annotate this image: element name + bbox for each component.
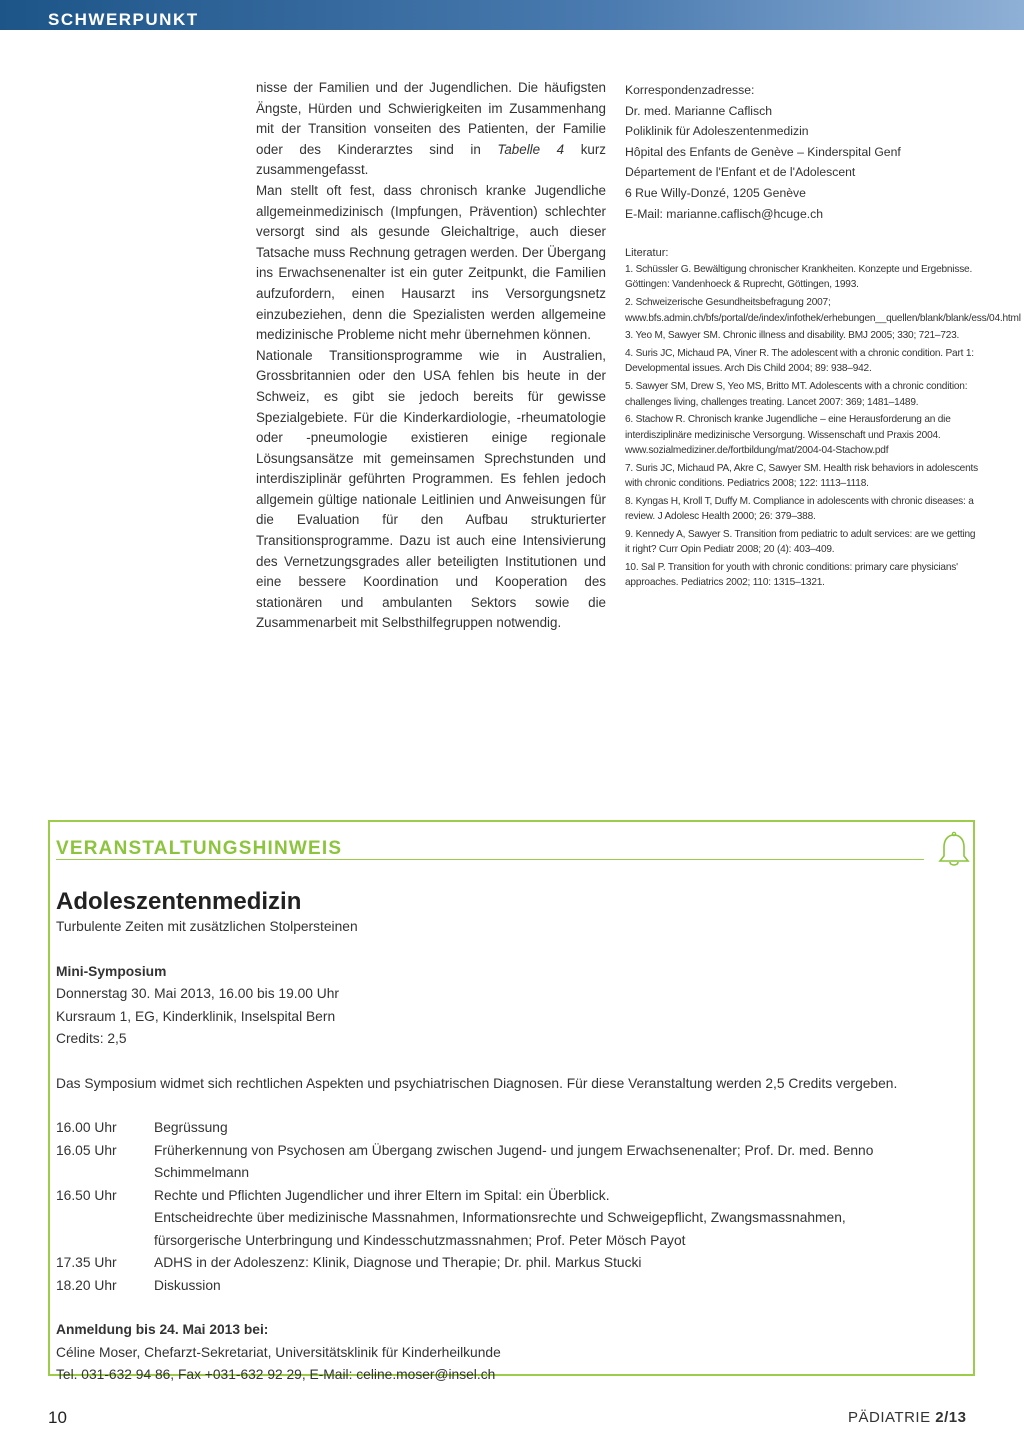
literature-item: 7. Suris JC, Michaud PA, Akre C, Sawyer SM. Health risk behaviors in adolescents with chronic conditions. Pediatrics 2008; 122: 1113–1118.	[625, 462, 978, 490]
event-heading-rule	[56, 859, 924, 860]
schedule-row	[56, 1230, 966, 1253]
literature-item: 6. Stachow R. Chronisch kranke Jugendliche – eine Herausforderung an die interdisziplinäre medizinische Versorgung. Wissenschaft und Praxis 2004. www.sozialmediziner.de/fortbildung/mat/2004-04-Stachow.pdf	[625, 414, 951, 456]
page-number: 10	[48, 1408, 67, 1427]
schedule-row	[56, 1117, 966, 1140]
event-heading: VERANSTALTUNGSHINWEIS	[56, 838, 343, 859]
schedule-row	[56, 1275, 966, 1298]
correspondence-line: Dr. med. Marianne Caflisch	[625, 103, 772, 118]
paragraph-3: Nationale Transitionsprogramme wie in Australien, Grossbritannien oder den USA fehlen bis heute in der Schweiz, es gibt sie jedoch bereits für gewisse Spezialgebiete. Für die Kinderkardiologie, -rheumatologie oder -pneumologie existieren einige regionale Lösungsansätze mit gemeinsamen Sprechstunden und interdisziplinär geführten Programmen. Es fehlen jedoch allgemein gültige nationale Leitlinien und Anweisungen für die Evaluation für den Aufbau strukturierter Transitionsprogramme. Dazu ist auch eine Intensivierung des Vernetzungsgrades aller beteiligten Institutionen und eine bessere Koordination und Kooperation des stationären und ambulanten Sektors sowie die Zusammenarbeit mit Selbsthilfegruppen notwendig.	[256, 347, 606, 631]
schedule-row	[56, 1207, 966, 1230]
event-notice-box	[48, 820, 975, 1382]
correspondence-block	[625, 80, 980, 224]
bell-icon	[934, 830, 974, 870]
literature-item: 4. Suris JC, Michaud PA, Viner R. The adolescent with a chronic condition. Part 1: Developmental issues. Arch Dis Child 2004; 89: 938–942.	[625, 348, 974, 375]
schedule-item: Früherkennung von Psychosen am Übergang zwischen Jugend- und jungem Erwachsenenalter; Prof. Dr. med. Benno Schimmelmann	[154, 1142, 874, 1180]
paragraph-1-text: nisse der Familien und der Jugendlichen. Die häufigsten Ängste, Hürden und Schwierigkeiten im Zusammenhang mit der Transition vonseiten des Patienten, der Familie oder des Kinderarztes sind in	[256, 80, 606, 157]
literature-item: 3. Yeo M, Sawyer SM. Chronic illness and disability. BMJ 2005; 330; 721–723.	[625, 330, 960, 342]
schedule-item: Diskussion	[154, 1277, 221, 1293]
literature-item: 10. Sal P. Transition for youth with chronic conditions: primary care physicians' approaches. Pediatrics 2002; 110: 1315–1321.	[625, 562, 958, 589]
correspondence-title: Korrespondenzadresse:	[625, 83, 755, 97]
event-title: Adoleszentenmedizin	[56, 888, 302, 915]
event-description: Das Symposium widmet sich rechtlichen Aspekten und psychiatrischen Diagnosen. Für diese Veranstaltung werden 2,5 Credits vergeben.	[56, 1075, 898, 1091]
magazine-issue: 2/13	[935, 1409, 967, 1426]
literature-list	[625, 262, 1021, 590]
literature-item: 2. Schweizerische Gesundheitsbefragung 2007; www.bfs.admin.ch/bfs/portal/de/index/infothek/erhebungen__quellen/blank/blank/ess/04.html	[625, 297, 1021, 324]
section-label: SCHWERPUNKT	[48, 10, 199, 29]
sidebar-column	[625, 80, 1021, 593]
paragraph-1: nisse der Familien und der Jugendlichen. Die häufigsten Ängste, Hürden und Schwierigkeiten im Zusammenhang mit der Transition vonseiten des Patienten, der Familie oder des Kinderarztes sind in Tabelle 4 kurz zusammengefasst.	[256, 80, 606, 178]
schedule-time: 16.05 Uhr	[56, 1142, 117, 1158]
schedule-time: 17.35 Uhr	[56, 1255, 117, 1270]
magazine-title: PÄDIATRIE	[848, 1409, 931, 1426]
magazine-name	[848, 1409, 966, 1426]
schedule-row	[56, 1140, 966, 1185]
schedule-time	[56, 1230, 154, 1253]
correspondence-line: Hôpital des Enfants de Genève – Kinderspital Genf	[625, 144, 901, 159]
correspondence-line: 6 Rue Willy-Donzé, 1205 Genève	[625, 185, 806, 200]
schedule-time: 16.50 Uhr	[56, 1187, 117, 1203]
registration-phone-email: Tel. 031-632 94 86, Fax +031-632 92 29, E-Mail: celine.moser@insel.ch	[56, 1367, 496, 1382]
body-text-column	[256, 78, 606, 634]
literature-item: 9. Kennedy A, Sawyer S. Transition from pediatric to adult services: are we getting it right? Curr Opin Pediatr 2008; 20 (4): 403–409.	[625, 528, 976, 556]
event-content	[56, 888, 966, 1387]
literature-item: 8. Kyngas H, Kroll T, Duffy M. Compliance in adolescents with chronic diseases: a review. J Adolesc Health 2000; 26: 379–388.	[625, 495, 974, 523]
event-credits: Credits: 2,5	[56, 1031, 127, 1046]
registration-contact: Céline Moser, Chefarzt-Sekretariat, Universitätsklinik für Kinderheilkunde	[56, 1344, 501, 1360]
correspondence-line: Poliklinik für Adoleszentenmedizin	[625, 124, 809, 139]
schedule-item: Entscheidrechte über medizinische Massnahmen, Informationsrechte und Schweigepflicht, Zwangsmassnahmen,	[154, 1210, 846, 1225]
event-location: Kursraum 1, EG, Kinderklinik, Inselspital Bern	[56, 1008, 336, 1024]
schedule-time: 18.20 Uhr	[56, 1277, 117, 1293]
schedule-item: ADHS in der Adoleszenz: Klinik, Diagnose und Therapie; Dr. phil. Markus Stucki	[154, 1255, 642, 1270]
schedule-row	[56, 1185, 966, 1208]
correspondence-line: Département de l'Enfant et de l'Adolescent	[625, 165, 856, 180]
schedule-time	[56, 1207, 154, 1230]
schedule-time: 16.00 Uhr	[56, 1120, 117, 1135]
schedule-row	[56, 1252, 966, 1275]
table-reference: Tabelle 4	[497, 141, 565, 157]
paragraph-2: Man stellt oft fest, dass chronisch kranke Jugendliche allgemeinmedizinisch (Impfungen, Prävention) schlechter versorgt sind als gesunde Gleichaltrige, auch dieser Tatsache muss Rechnung getragen werden. Der Übergang ins Erwachsenenalter ist ein guter Zeitpunkt, die Familien aufzufordern, einen Hausarzt ins Versorgungsnetz einzubeziehen, denn die Spezialisten werden allgemeine medizinische Probleme nicht mehr übernehmen können.	[256, 182, 606, 343]
schedule-item: Begrüssung	[154, 1120, 228, 1135]
section-header-bar	[0, 0, 1024, 30]
schedule-item: Rechte und Pflichten Jugendlicher und ihrer Eltern im Spital: ein Überblick.	[154, 1187, 610, 1203]
event-schedule	[56, 1117, 966, 1297]
event-subtitle: Turbulente Zeiten mit zusätzlichen Stolpersteinen	[56, 919, 358, 934]
correspondence-email: E-Mail: marianne.caflisch@hcuge.ch	[625, 206, 823, 221]
literature-item: 1. Schüssler G. Bewältigung chronischer Krankheiten. Konzepte und Ergebnisse. Göttingen: Vandenhoeck & Ruprecht, Göttingen, 1993.	[625, 264, 973, 291]
event-type: Mini-Symposium	[56, 963, 167, 979]
literature-title: Literatur:	[625, 247, 669, 260]
schedule-item: fürsorgerische Unterbringung und Kindesschutzmassnahmen; Prof. Peter Mösch Payot	[154, 1232, 686, 1248]
event-date: Donnerstag 30. Mai 2013, 16.00 bis 19.00 Uhr	[56, 986, 340, 1001]
registration-title: Anmeldung bis 24. Mai 2013 bei:	[56, 1322, 269, 1337]
literature-item: 5. Sawyer SM, Drew S, Yeo MS, Britto MT. Adolescents with a chronic condition: challenges living, challenges treating. Lancet 2007: 369; 1481–1489.	[625, 381, 968, 408]
